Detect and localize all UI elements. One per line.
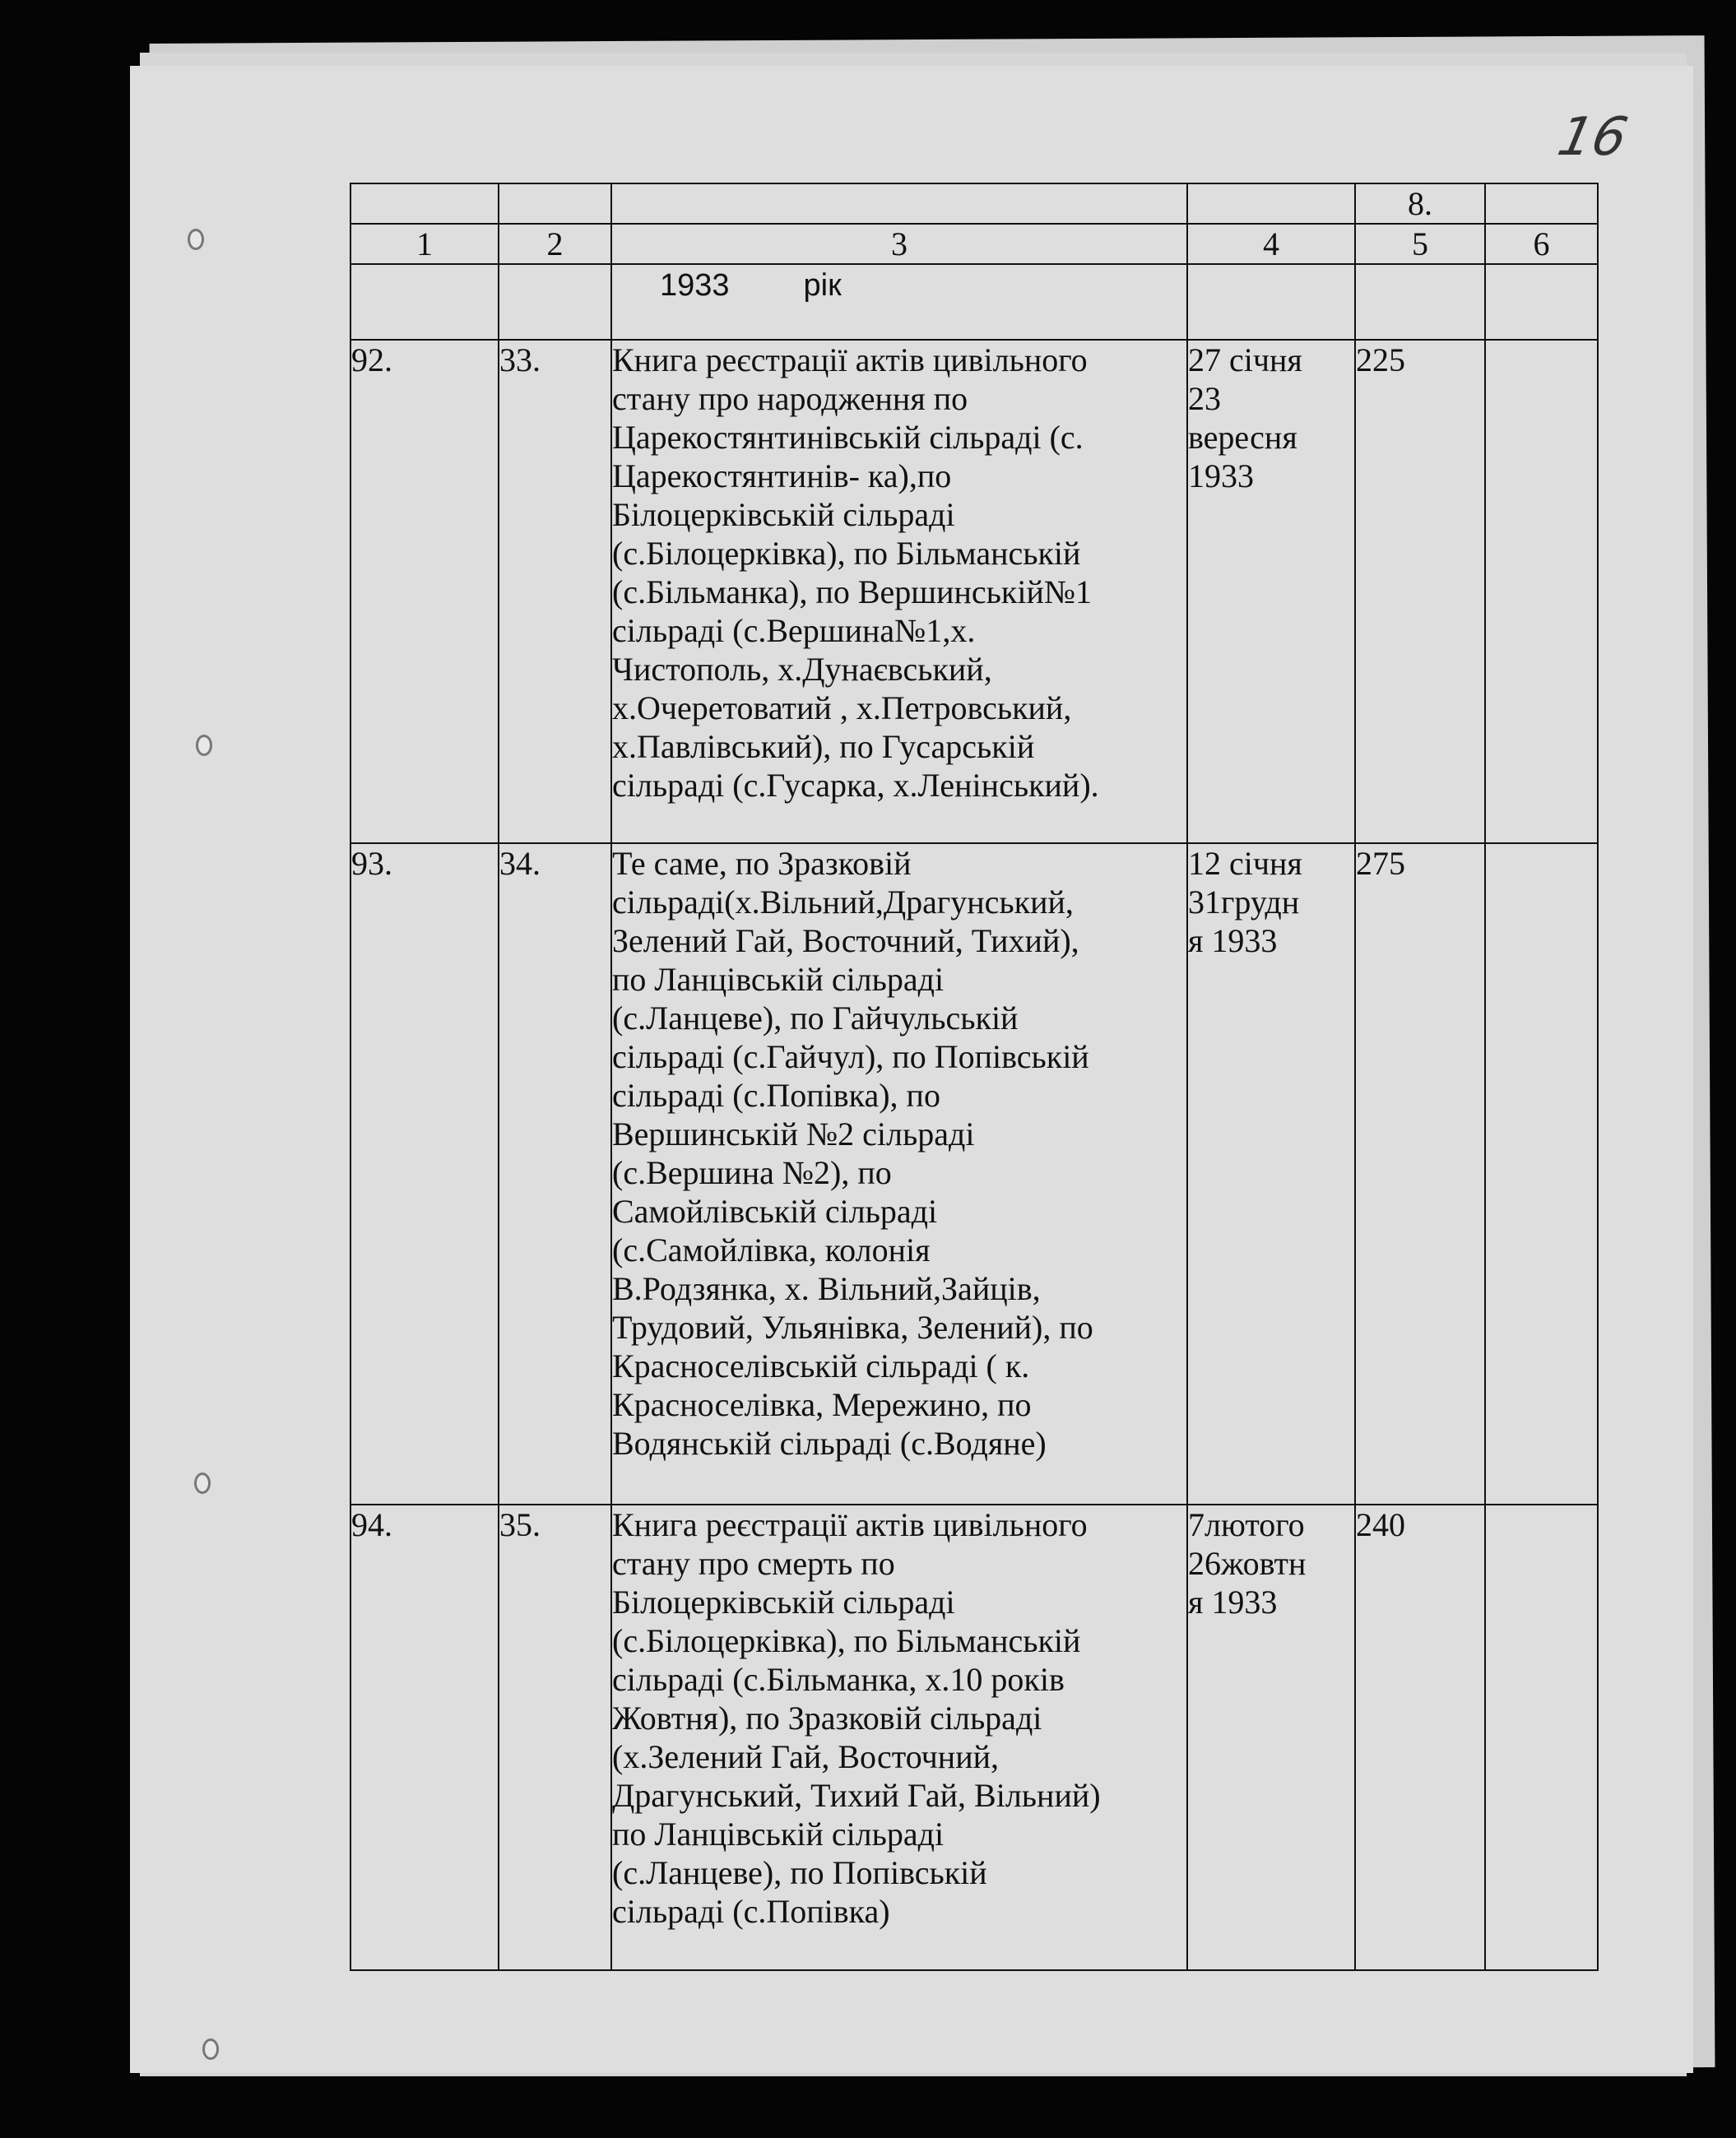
table-row	[350, 340, 1598, 843]
punch-hole	[202, 2038, 219, 2060]
file-number: 34.	[499, 843, 611, 1505]
date-range: 7лютого 26жовтн я 1933	[1187, 1505, 1355, 1970]
row-number: 92.	[350, 340, 499, 843]
file-title: Книга реєстрації актів цивільного стану про народження по Царекостянтинівській сільраді (с. Царекостянтинів- ка),по Білоцерківській сільраді (с.Білоцерківка), по Більманській (с.Більманка), по Вершинській№1 сільраді (с.Вершина№1,х. Чистополь, х.Дунаєвський, х.Очеретоватий , х.Петровський, х.Павлівський), по Гусарській сільраді (с.Гусарка, х.Ленінський).	[611, 340, 1187, 843]
table-row	[350, 1505, 1598, 1970]
punch-hole	[196, 735, 212, 756]
header-cell	[611, 183, 1187, 224]
file-title: Те саме, по Зразковій сільраді(х.Вільний,Драгунський, Зелений Гай, Восточний, Тихий), по Ланцівській сільраді (с.Ланцеве), по Гайчульській сільраді (с.Гайчул), по Попівській сільраді (с.Попівка), по Вершинській №2 сільраді (с.Вершина №2), по Самойлівській сільраді (с.Самойлівка, колонія В.Родзянка, х. Вільний,Зайців, Трудовий, Ульянівка, Зелений), по Красноселівській сільраді ( к. Красноселівка, Мережино, по Водянській сільраді (с.Водяне)	[611, 843, 1187, 1505]
date-range: 12 січня 31грудн я 1933	[1187, 843, 1355, 1505]
punch-hole	[188, 229, 204, 250]
sheet-count: 275	[1355, 843, 1485, 1505]
column-number: 2	[499, 224, 611, 264]
handwritten-page-number: 16	[1553, 107, 1633, 168]
column-number-row	[350, 224, 1598, 264]
table-row	[350, 843, 1598, 1505]
year-value: 1933	[660, 268, 730, 303]
year-heading	[611, 264, 1187, 340]
file-title: Книга реєстрації актів цивільного стану про смерть по Білоцерківській сільраді (с.Білоцерківка), по Більманській сільраді (с.Більманка, х.10 років Жовтня), по Зразковій сільраді (х.Зелений Гай, Восточний, Драгунський, Тихий Гай, Вільний) по Ланцівській сільраді (с.Ланцеве), по Попівській сільраді (с.Попівка)	[611, 1505, 1187, 1970]
archive-register-table	[350, 183, 1599, 1971]
notes-cell	[1485, 843, 1598, 1505]
column-number: 3	[611, 224, 1187, 264]
column-number: 6	[1485, 224, 1598, 264]
sheet-count: 240	[1355, 1505, 1485, 1970]
row-number: 93.	[350, 843, 499, 1505]
file-number: 35.	[499, 1505, 611, 1970]
year-unit: рік	[803, 268, 842, 303]
header-cell	[1485, 183, 1598, 224]
file-number: 33.	[499, 340, 611, 843]
notes-cell	[1485, 1505, 1598, 1970]
year-heading-row	[350, 264, 1598, 340]
punch-hole	[194, 1472, 211, 1494]
header-cell	[350, 183, 499, 224]
notes-cell	[1485, 340, 1598, 843]
column-number: 5	[1355, 224, 1485, 264]
header-cell	[499, 183, 611, 224]
date-range: 27 січня 23 вересня 1933	[1187, 340, 1355, 843]
header-cell: 8.	[1355, 183, 1485, 224]
column-number: 4	[1187, 224, 1355, 264]
column-number: 1	[350, 224, 499, 264]
sheet-count: 225	[1355, 340, 1485, 843]
header-cell	[1187, 183, 1355, 224]
row-number: 94.	[350, 1505, 499, 1970]
header-top-row	[350, 183, 1598, 224]
